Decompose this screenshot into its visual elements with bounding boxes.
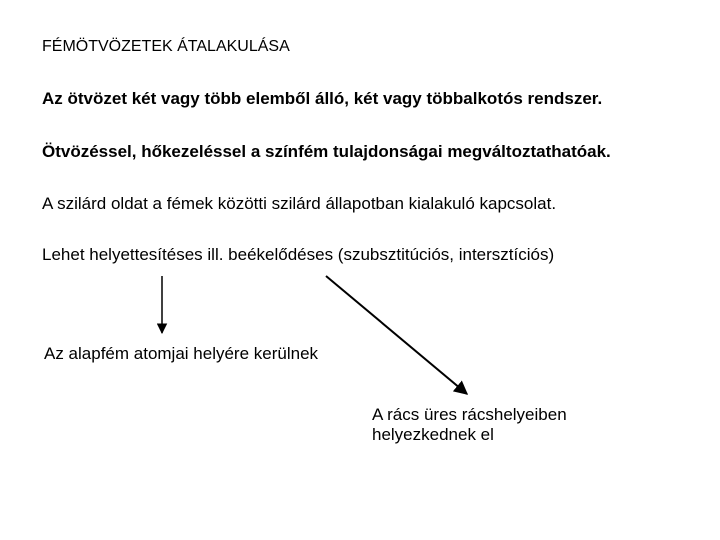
paragraph-solid-solution: A szilárd oldat a fémek közötti szilárd állapotban kialakuló kapcsolat.	[42, 194, 557, 213]
page-title: FÉMÖTVÖZETEK ÁTALAKULÁSA	[42, 38, 290, 55]
interstitial-description-line1: A rács üres rácshelyeiben	[372, 405, 567, 424]
paragraph-alloying-heat-treatment: Ötvözéssel, hőkezeléssel a színfém tulajdonságai megváltoztathatóak.	[42, 142, 611, 161]
interstitial-description	[372, 405, 567, 444]
paragraph-alloy-definition: Az ötvözet két vagy több elemből álló, két vagy többalkotós rendszer.	[42, 89, 603, 108]
substitutional-description: Az alapfém atomjai helyére kerülnek	[44, 344, 319, 363]
interstitial-description-line2: helyezkednek el	[372, 424, 494, 444]
arrow-diagonal-interstitial	[326, 276, 467, 394]
paragraph-solution-types: Lehet helyettesítéses ill. beékelődéses (szubsztitúciós, intersztíciós)	[42, 245, 555, 264]
